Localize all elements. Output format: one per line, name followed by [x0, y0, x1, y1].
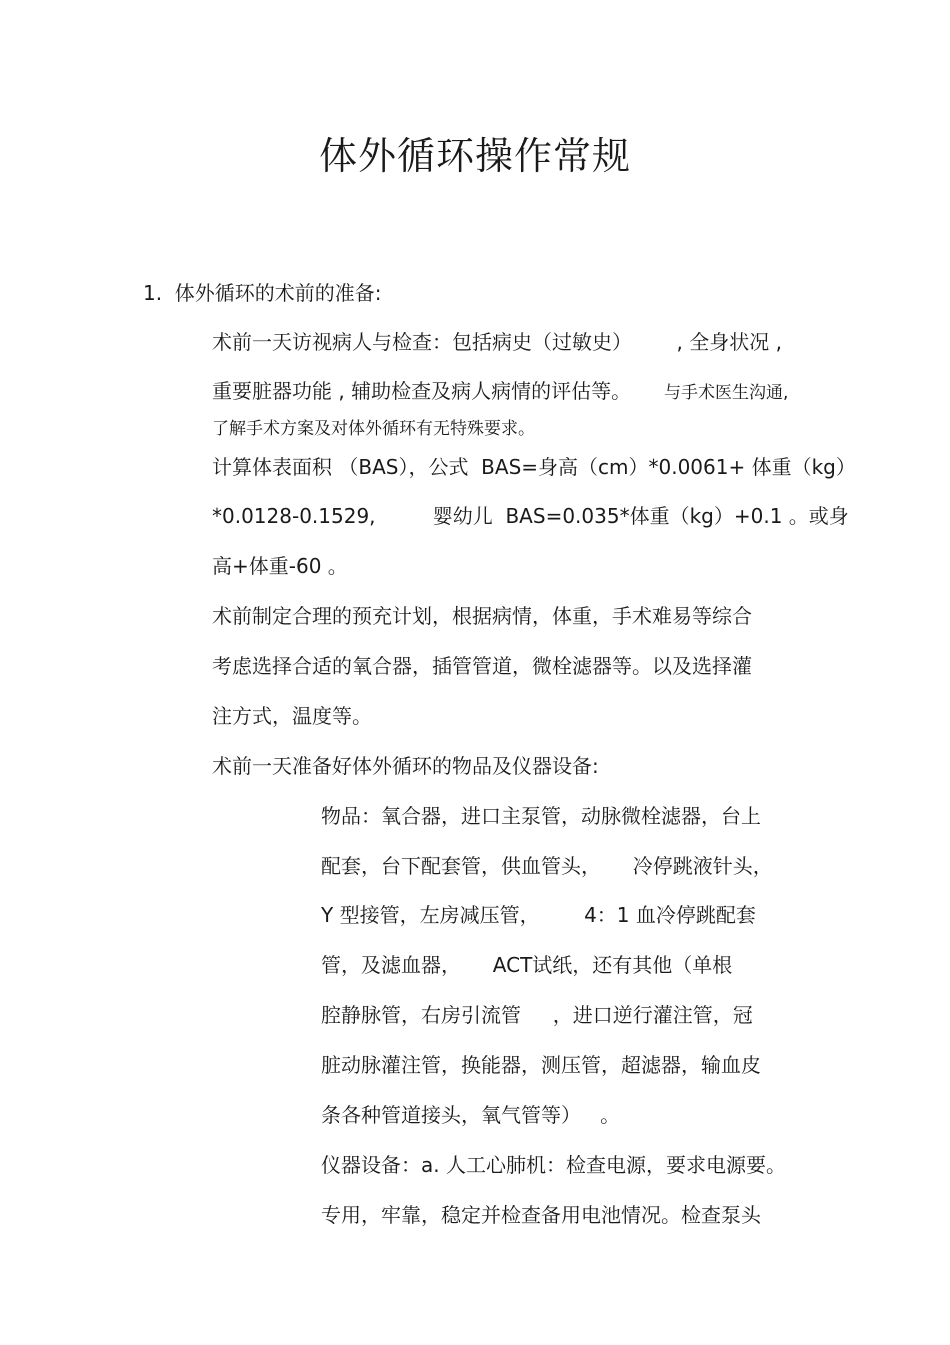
paragraph-line: 仪器设备：a. 人工心肺机：检查电源，要求电源要。 [321, 1153, 786, 1177]
paragraph-line: 术前制定合理的预充计划，根据病情，体重，手术难易等综合 [212, 604, 752, 628]
paragraph-line: 条各种管道接头，氧气管等） 。 [321, 1103, 621, 1127]
document-title: 体外循环操作常规 [318, 134, 631, 178]
paragraph-line: 术前一天准备好体外循环的物品及仪器设备: [212, 754, 599, 778]
paragraph-line: 腔静脉管，右房引流管 ，进口逆行灌注管，冠 [321, 1003, 753, 1027]
paragraph-line: *0.0128-0.1529, 婴幼儿 BAS=0.035*体重（kg）+0.1 。或身 [212, 504, 849, 528]
paragraph-line: 重要脏器功能 , 辅助检查及病人病情的评估等。 [212, 379, 632, 403]
paragraph-line: 管，及滤血器， ACT试纸，还有其他（单根 [321, 953, 733, 977]
paragraph-line: 物品：氧合器，进口主泵管，动脉微栓滤器，台上 [321, 804, 761, 828]
paragraph-line: 与手术医生沟通, [664, 383, 789, 403]
paragraph-line: 了解手术方案及对体外循环有无特殊要求。 [212, 419, 535, 439]
section-heading: 1. 体外循环的术前的准备: [143, 281, 382, 305]
paragraph-line: 配套，台下配套管，供血管头， 冷停跳液针头， [321, 854, 773, 878]
paragraph-line: 术前一天访视病人与检查：包括病史（过敏史） , 全身状况 , [212, 330, 782, 354]
paragraph-line: 计算体表面积 （BAS），公式 BAS=身高（cm）*0.0061+ 体重（kg） [212, 455, 856, 479]
paragraph-line: 脏动脉灌注管，换能器，测压管，超滤器，输血皮 [321, 1053, 761, 1077]
paragraph-line: 专用，牢靠，稳定并检查备用电池情况。检查泵头 [321, 1203, 761, 1227]
paragraph-line: 高+体重-60 。 [212, 554, 348, 578]
paragraph-line: 考虑选择合适的氧合器，插管管道，微栓滤器等。以及选择灌 [212, 654, 752, 678]
paragraph-line: Y 型接管，左房减压管， 4：1 血冷停跳配套 [321, 903, 756, 927]
paragraph-line: 注方式，温度等。 [212, 704, 372, 728]
